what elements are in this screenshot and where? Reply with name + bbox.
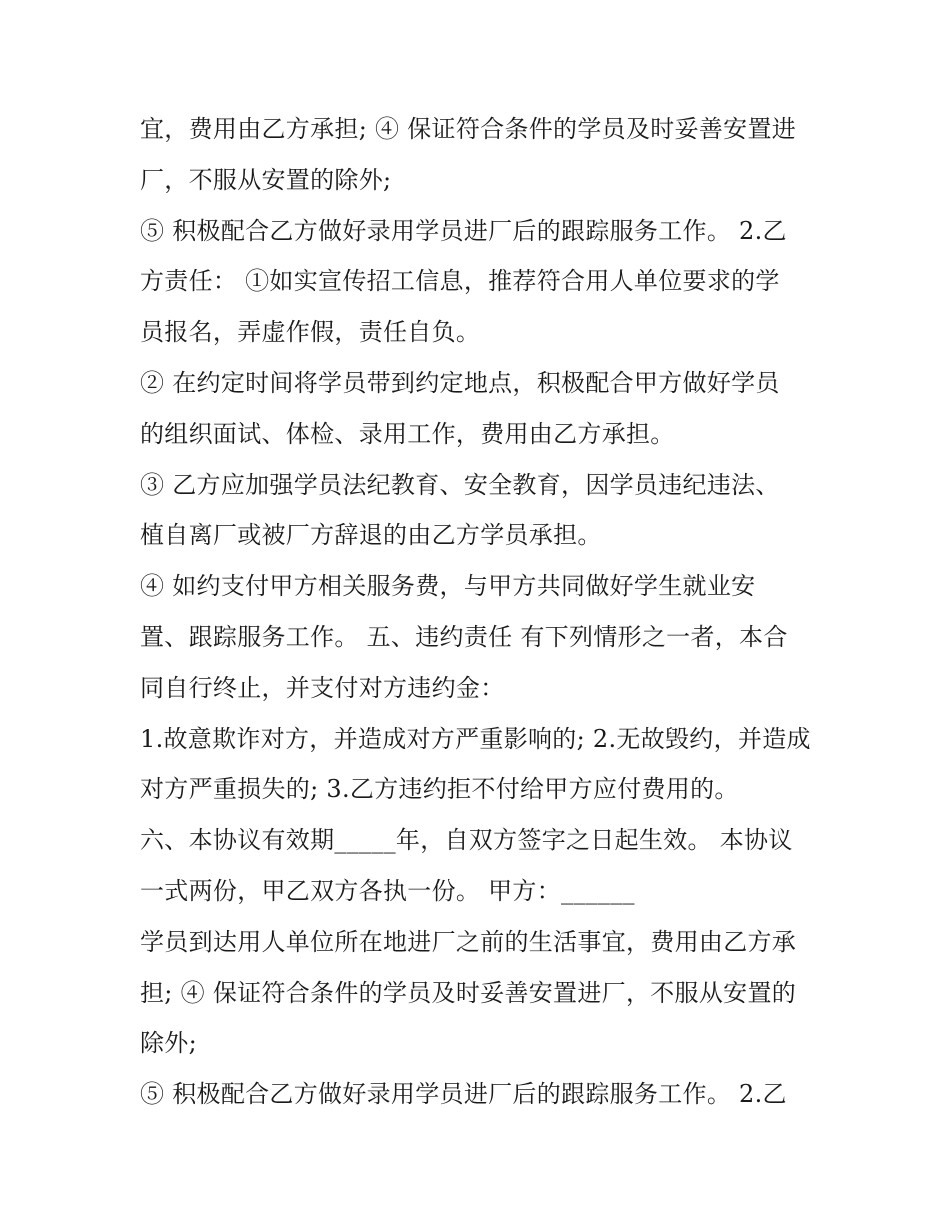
text-line: 同自行终止，并支付对方违约金： bbox=[140, 673, 505, 702]
text-line: ⑤ 积极配合乙方做好录用学员进厂后的跟踪服务工作。 2.乙 bbox=[140, 1080, 787, 1109]
text-line: 六、本协议有效期_____年，自双方签字之日起生效。 本协议 bbox=[140, 826, 793, 855]
text-line: 担; ④ 保证符合条件的学员及时妥善安置进厂，不服从安置的 bbox=[140, 978, 797, 1007]
text-line: 置、跟踪服务工作。 五、违约责任 有下列情形之一者，本合 bbox=[140, 622, 788, 651]
text-line: ② 在约定时间将学员带到约定地点，积极配合甲方做好学员 bbox=[140, 368, 780, 397]
text-line: ⑤ 积极配合乙方做好录用学员进厂后的跟踪服务工作。 2.乙 bbox=[140, 216, 787, 245]
text-line: ③ 乙方应加强学员法纪教育、安全教育，因学员违纪违法、 bbox=[140, 470, 780, 499]
text-line: 一式两份，甲乙双方各执一份。 甲方：______ bbox=[140, 876, 635, 905]
contract-text bbox=[140, 104, 820, 1120]
text-line: 方责任： ①如实宣传招工信息，推荐符合用人单位要求的学 bbox=[140, 267, 780, 296]
text-line: 员报名，弄虚作假，责任自负。 bbox=[140, 318, 481, 347]
text-line: ④ 如约支付甲方相关服务费，与甲方共同做好学生就业安 bbox=[140, 572, 756, 601]
text-line: 厂，不服从安置的除外; bbox=[140, 165, 392, 194]
text-line: 植自离厂或被厂方辞退的由乙方学员承担。 bbox=[140, 521, 602, 550]
text-line: 对方严重损失的; 3.乙方违约拒不付给甲方应付费用的。 bbox=[140, 775, 739, 804]
text-line: 的组织面试、体检、录用工作，费用由乙方承担。 bbox=[140, 419, 675, 448]
text-line: 宜，费用由乙方承担; ④ 保证符合条件的学员及时妥善安置进 bbox=[140, 115, 797, 143]
text-line: 除外; bbox=[140, 1029, 197, 1058]
text-line: 学员到达用人单位所在地进厂之前的生活事宜，费用由乙方承 bbox=[140, 927, 797, 956]
text-line: 1.故意欺诈对方，并造成对方严重影响的; 2.无故毁约，并造成 bbox=[140, 724, 811, 753]
